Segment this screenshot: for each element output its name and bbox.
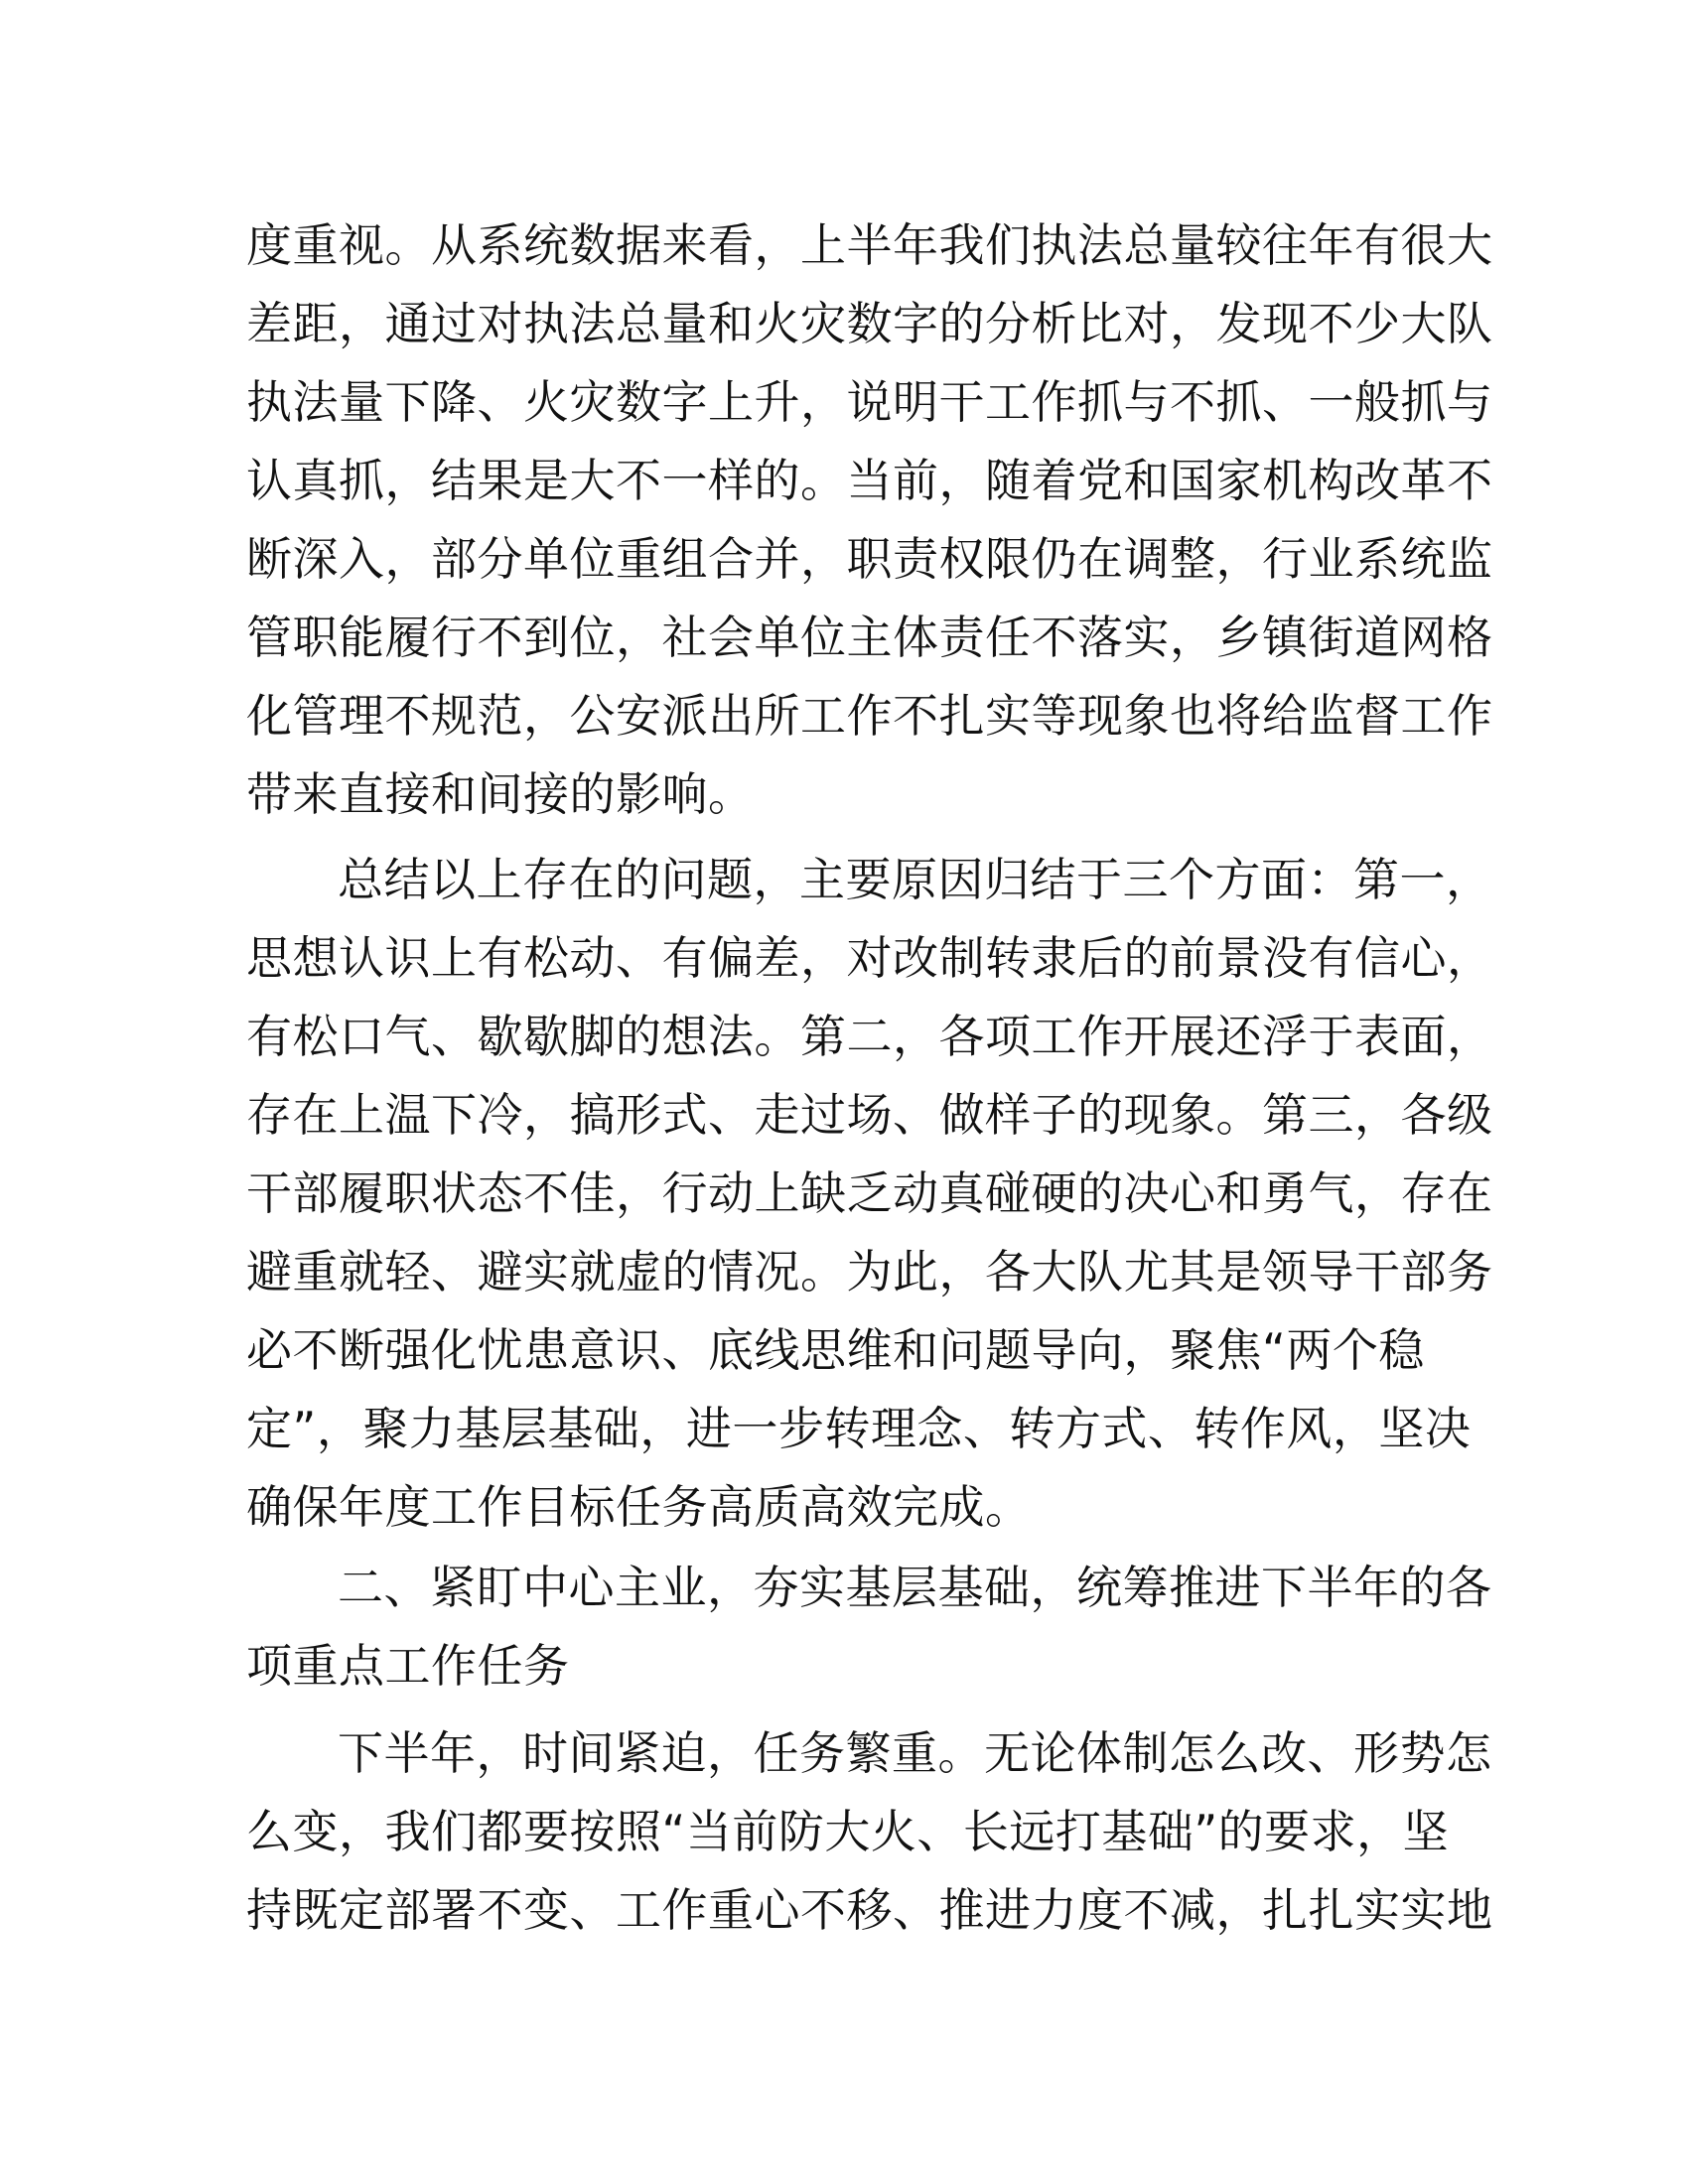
paragraph-4 — [246, 1714, 1493, 1950]
paragraph-line: 下半年，时间紧迫，任务繁重。无论体制怎么改、形势怎 — [338, 1726, 1492, 1780]
paragraph-line: 确保年度工作目标任务高质高效完成。 — [246, 1480, 1032, 1534]
paragraph-line: 二、紧盯中心主业，夯实基层基础，统筹推进下半年的各 — [338, 1561, 1492, 1614]
paragraph-line: 断深入，部分单位重组合并，职责权限仍在调整，行业系统监 — [246, 532, 1493, 586]
paragraph-line: 化管理不规范，公安派出所工作不扎实等现象也将给监督工作 — [246, 689, 1493, 743]
paragraph-line: 管职能履行不到位，社会单位主体责任不落实，乡镇街道网格 — [246, 611, 1493, 664]
paragraph-line: 必不断强化忧患意识、底线思维和问题导向，聚焦“两个稳 — [246, 1323, 1425, 1377]
paragraph-line: 度重视。从系统数据来看，上半年我们执法总量较往年有很大 — [246, 218, 1493, 272]
paragraph-line: 干部履职状态不佳，行动上缺乏动真碰硬的决心和勇气，存在 — [246, 1166, 1493, 1220]
paragraph-line: 么变，我们都要按照“当前防大火、长远打基础”的要求，坚 — [246, 1805, 1450, 1858]
paragraph-line: 持既定部署不变、工作重心不移、推进力度不减，扎扎实实地 — [246, 1883, 1493, 1937]
paragraph-line: 存在上温下冷，搞形式、走过场、做样子的现象。第三，各级 — [246, 1088, 1493, 1142]
paragraph-line: 认真抓，结果是大不一样的。当前，随着党和国家机构改革不 — [246, 454, 1493, 507]
paragraph-line: 定”，聚力基层基础，进一步转理念、转方式、转作风，坚决 — [246, 1402, 1472, 1455]
paragraph-line: 思想认识上有松动、有偏差，对改制转隶后的前景没有信心， — [246, 931, 1493, 985]
paragraph-line: 带来直接和间接的影响。 — [246, 767, 755, 821]
paragraph-line: 执法量下降、火灾数字上升，说明干工作抓与不抓、一般抓与 — [246, 375, 1493, 429]
paragraph-line: 总结以上存在的问题，主要原因归结于三个方面：第一， — [338, 853, 1492, 906]
paragraph-line: 避重就轻、避实就虚的情况。为此，各大队尤其是领导干部务 — [246, 1245, 1493, 1298]
section-heading — [246, 1549, 1492, 1706]
paragraph-line: 项重点工作任务 — [246, 1639, 570, 1693]
paragraph-2 — [246, 841, 1493, 1547]
paragraph-line: 差距，通过对执法总量和火灾数字的分析比对，发现不少大队 — [246, 297, 1493, 350]
paragraph-line: 有松口气、歇歇脚的想法。第二，各项工作开展还浮于表面， — [246, 1010, 1493, 1063]
paragraph-1 — [246, 206, 1493, 834]
